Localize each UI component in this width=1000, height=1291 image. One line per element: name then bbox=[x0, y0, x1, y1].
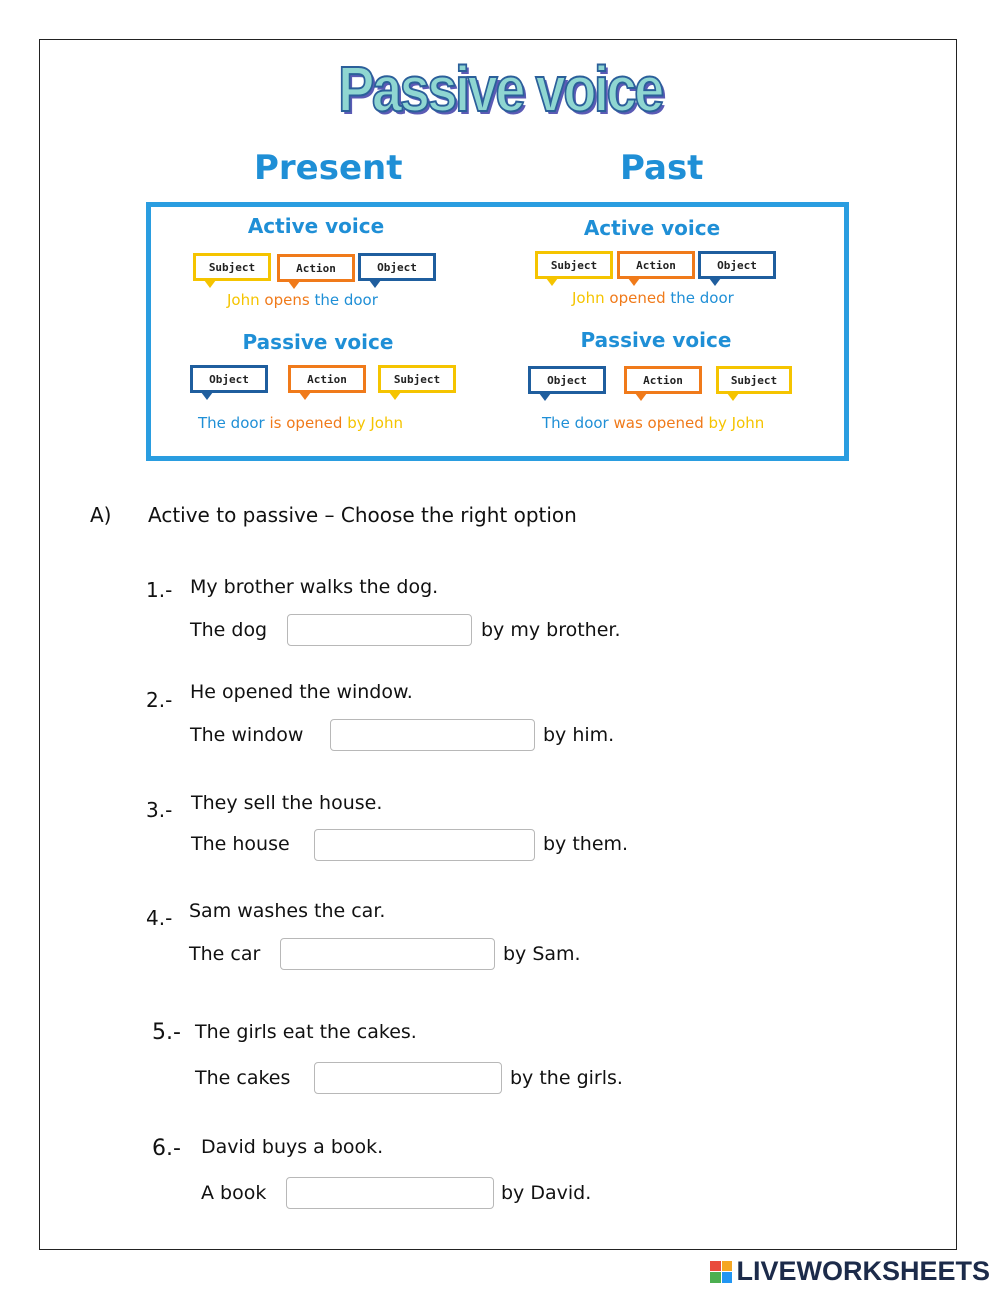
answer-suffix: by David. bbox=[501, 1182, 592, 1204]
answer-suffix: by Sam. bbox=[503, 943, 581, 965]
past-passive-object-bubble: Object bbox=[528, 366, 606, 394]
heading-past: Past bbox=[620, 148, 704, 188]
present-passive-subject-bubble: Subject bbox=[378, 365, 456, 393]
present-passive-label: Passive voice bbox=[242, 330, 394, 354]
answer-suffix: by my brother. bbox=[481, 619, 621, 641]
present-active-object-bubble: Object bbox=[358, 253, 436, 281]
present-passive-object-bubble: Object bbox=[190, 365, 268, 393]
answer-prefix: A book bbox=[201, 1182, 267, 1204]
section-letter: A) bbox=[90, 503, 112, 527]
answer-input-4[interactable] bbox=[280, 938, 495, 970]
question-number: 4.- bbox=[146, 906, 173, 930]
liveworksheets-logo[interactable] bbox=[710, 1256, 990, 1287]
question-sentence: They sell the house. bbox=[191, 792, 383, 814]
answer-suffix: by the girls. bbox=[510, 1067, 623, 1089]
question-number: 5.- bbox=[152, 1020, 181, 1045]
past-active-action-bubble: Action bbox=[617, 251, 695, 279]
question-sentence: The girls eat the cakes. bbox=[195, 1021, 417, 1043]
question-number: 1.- bbox=[146, 578, 173, 602]
present-active-example: John opens the door bbox=[227, 291, 378, 309]
heading-present: Present bbox=[254, 148, 403, 188]
past-passive-action-bubble: Action bbox=[624, 366, 702, 394]
question-sentence: My brother walks the dog. bbox=[190, 576, 439, 598]
answer-prefix: The house bbox=[191, 833, 290, 855]
answer-suffix: by him. bbox=[543, 724, 615, 746]
question-number: 3.- bbox=[146, 798, 173, 822]
present-active-label: Active voice bbox=[247, 214, 385, 238]
past-active-subject-bubble: Subject bbox=[535, 251, 613, 279]
answer-prefix: The cakes bbox=[195, 1067, 291, 1089]
answer-input-2[interactable] bbox=[330, 719, 535, 751]
answer-prefix: The window bbox=[190, 724, 304, 746]
question-sentence: David buys a book. bbox=[201, 1136, 384, 1158]
past-passive-example: The door was opened by John bbox=[542, 414, 765, 432]
past-passive-subject-bubble: Subject bbox=[716, 366, 792, 394]
answer-input-3[interactable] bbox=[314, 829, 535, 861]
answer-suffix: by them. bbox=[543, 833, 629, 855]
past-active-example: John opened the door bbox=[572, 289, 734, 307]
answer-input-6[interactable] bbox=[286, 1177, 494, 1209]
question-number: 6.- bbox=[152, 1136, 181, 1161]
section-instruction: Active to passive – Choose the right option bbox=[148, 503, 577, 527]
present-passive-action-bubble: Action bbox=[288, 365, 366, 393]
answer-prefix: The dog bbox=[190, 619, 268, 641]
answer-prefix: The car bbox=[189, 943, 261, 965]
past-active-label: Active voice bbox=[583, 216, 721, 240]
question-sentence: Sam washes the car. bbox=[189, 900, 386, 922]
past-active-object-bubble: Object bbox=[698, 251, 776, 279]
question-number: 2.- bbox=[146, 688, 173, 712]
present-passive-example: The door is opened by John bbox=[198, 414, 403, 432]
answer-input-1[interactable] bbox=[287, 614, 472, 646]
present-active-subject-bubble: Subject bbox=[193, 253, 271, 281]
page-title: Passive voice bbox=[338, 53, 662, 125]
past-passive-label: Passive voice bbox=[580, 328, 732, 352]
logo-text: LIVEWORKSHEETS bbox=[736, 1256, 990, 1286]
question-sentence: He opened the window. bbox=[190, 681, 413, 703]
logo-mark-icon bbox=[710, 1261, 732, 1283]
answer-input-5[interactable] bbox=[314, 1062, 502, 1094]
present-active-action-bubble: Action bbox=[277, 254, 355, 282]
